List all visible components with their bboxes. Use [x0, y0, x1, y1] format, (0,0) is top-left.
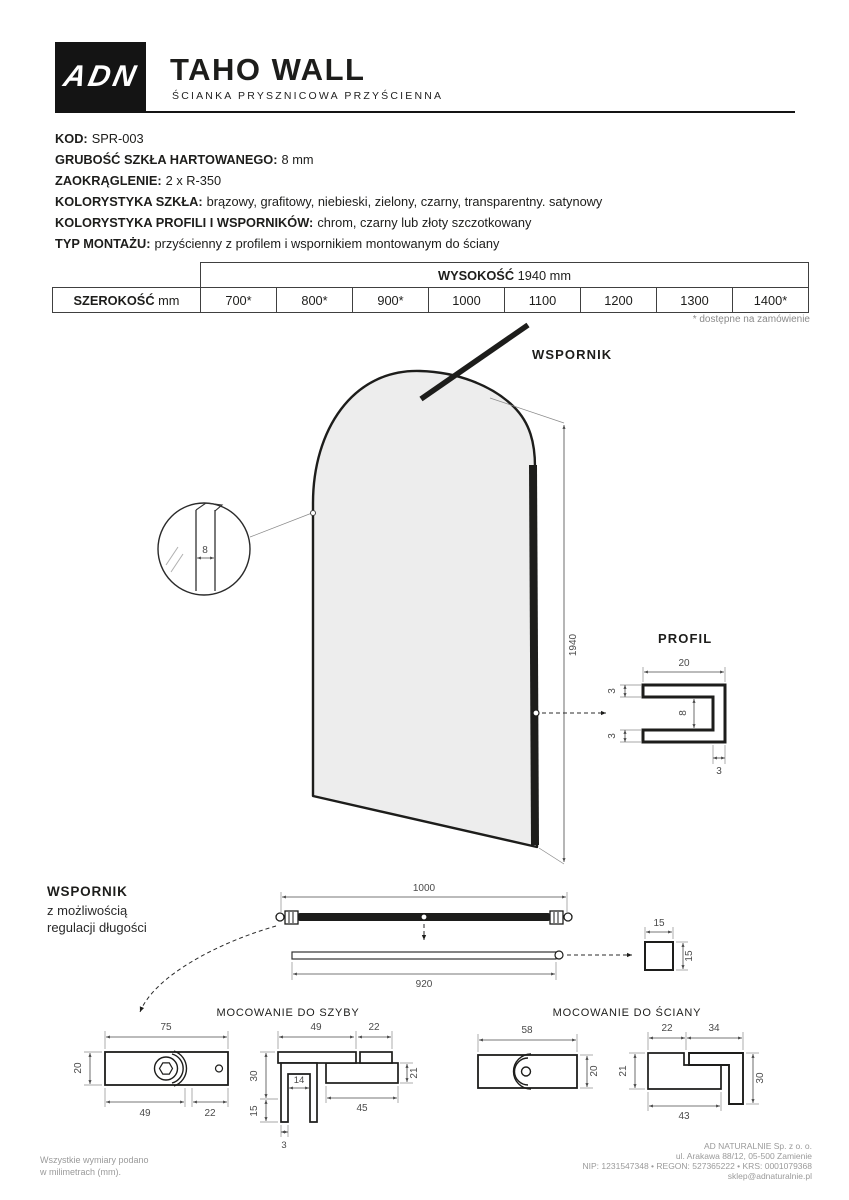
footer-note-line2: w milimetrach (mm). — [40, 1166, 121, 1177]
width-option: 700* — [201, 288, 277, 313]
width-unit: mm — [158, 292, 180, 308]
spec-value: brązowy, grafitowy, niebieski, zielony, czarny, transparentny. satynowy — [206, 194, 603, 209]
spec-label: KOLORYSTYKA PROFILI I WSPORNIKÓW: — [55, 215, 314, 230]
clamp-dim-arm-h: 21 — [409, 1067, 420, 1079]
wall-profile-dim-t2: 34 — [708, 1023, 720, 1034]
clamp-dim-t1: 49 — [310, 1022, 322, 1033]
wall-plate-dim-w: 58 — [521, 1025, 533, 1036]
wall-mount-plate — [478, 1025, 600, 1089]
wall-profile-dim-b: 43 — [678, 1111, 690, 1122]
glass-thickness-text: 8 — [202, 545, 208, 556]
plate-dim-b2: 22 — [204, 1108, 216, 1119]
plate-dim-h: 20 — [73, 1062, 84, 1074]
spec-label: ZAOKRĄGLENIE: — [55, 173, 162, 188]
width-option: 1200 — [581, 288, 657, 313]
profil-title: PROFIL — [658, 631, 713, 646]
spec-kolor-profili — [55, 212, 602, 233]
wall-plate-dim-h: 20 — [589, 1065, 600, 1077]
glass-thickness-detail — [158, 503, 316, 595]
width-option: 800* — [277, 288, 353, 313]
spec-value: przyścienny z profilem i wspornikiem montowanym do ściany — [154, 236, 500, 251]
spec-kod — [55, 128, 602, 149]
bracket-length-inner: 920 — [415, 979, 433, 990]
clamp-dim-t2: 22 — [368, 1022, 380, 1033]
height-label: WYSOKOŚĆ — [438, 267, 515, 283]
wall-mount-title: MOCOWANIE DO ŚCIANY — [552, 1007, 702, 1019]
clamp-dim-arm: 45 — [356, 1103, 368, 1114]
bracket-bar-outer — [276, 883, 572, 940]
wall-mount-profile — [618, 1023, 766, 1122]
wall-profile-dim-r: 30 — [755, 1072, 766, 1084]
footer-address: ul. Arakawa 88/12, 05-500 Zamienie — [675, 1151, 812, 1161]
profil-drawing — [607, 631, 725, 777]
main-diagram — [0, 315, 849, 890]
bracket-square-section — [645, 918, 695, 970]
spec-value: SPR-003 — [91, 131, 144, 146]
spec-grubosc — [55, 149, 602, 170]
spec-label: KOLORYSTYKA SZKŁA: — [55, 194, 203, 209]
height-value: 1940 mm — [517, 267, 571, 283]
spec-zaokraglenie — [55, 170, 602, 191]
footer-registration-ids: NIP: 1231547348 • REGON: 527365222 • KRS: 0001079368 — [582, 1161, 812, 1171]
spec-value: 8 mm — [281, 152, 314, 167]
spec-label: KOD: — [55, 131, 88, 146]
leader-curve — [140, 926, 276, 1012]
clamp-dim-l2: 15 — [249, 1105, 260, 1117]
size-table-spacer — [53, 263, 201, 288]
square-dim-h: 15 — [684, 950, 695, 962]
footer-note — [40, 1155, 149, 1178]
size-table-height-header — [201, 263, 809, 288]
wall-profile-dim-l: 21 — [618, 1065, 629, 1077]
page-title: TAHO WALL — [170, 52, 366, 87]
square-profile — [645, 942, 673, 970]
footer-company-block — [392, 1141, 812, 1181]
clamp-dim-l1: 30 — [249, 1070, 260, 1082]
footer-company: AD NATURALNIE Sp. z o. o. — [703, 1141, 812, 1151]
glass-panel-drawing — [313, 325, 612, 847]
table-footnote: * dostępne na zamówienie — [692, 314, 810, 325]
size-table — [52, 262, 809, 313]
profil-dim-width: 20 — [678, 658, 690, 669]
square-dim-w: 15 — [653, 918, 665, 929]
glass-panel — [313, 371, 537, 847]
width-option: 900* — [353, 288, 429, 313]
width-option: 1000 — [429, 288, 505, 313]
brand-logo — [55, 42, 146, 112]
profile-pointer — [533, 710, 606, 716]
spec-value: chrom, czarny lub złoty szczotkowany — [317, 215, 532, 230]
spec-value: 2 x R-350 — [165, 173, 222, 188]
bracket-section-sub2: regulacji długości — [47, 920, 147, 935]
profil-dim-slot: 8 — [678, 710, 689, 716]
glass-mount-plate — [73, 1022, 228, 1119]
spec-montaz — [55, 233, 602, 254]
footer-email: sklep@adnaturalnie.pl — [727, 1171, 812, 1181]
width-option: 1300 — [657, 288, 733, 313]
bracket-section-title: WSPORNIK — [47, 884, 128, 899]
profil-dim-wall: 3 — [716, 766, 722, 777]
glass-mount-clamp — [249, 1022, 420, 1151]
clamp-dim-gap: 14 — [293, 1075, 305, 1086]
width-option: 1100 — [505, 288, 581, 313]
product-specs — [55, 128, 602, 254]
profil-dim-flange-top: 3 — [607, 688, 618, 694]
header-divider — [55, 111, 795, 113]
width-option: 1400* — [733, 288, 809, 313]
glass-mount-title: MOCOWANIE DO SZYBY — [216, 1007, 360, 1019]
bracket-length-max: 1000 — [412, 883, 436, 894]
wall-profile-dim-t1: 22 — [661, 1023, 673, 1034]
bracket-bar-inner — [292, 951, 632, 990]
clamp-dim-prong: 3 — [281, 1140, 287, 1151]
page-subtitle: ŚCIANKA PRYSZNICOWA PRZYŚCIENNA — [172, 90, 444, 102]
spec-kolor-szkla — [55, 191, 602, 212]
bracket-label: WSPORNIK — [532, 347, 613, 362]
height-dim-text: 1940 — [568, 633, 579, 657]
plate-dim-b1: 49 — [139, 1108, 151, 1119]
size-table-width-header — [53, 288, 201, 313]
footer-note-line1: Wszystkie wymiary podano — [40, 1155, 149, 1165]
brand-logo-text: ADN — [60, 60, 142, 93]
width-label: SZEROKOŚĆ — [73, 292, 155, 308]
spec-label: TYP MONTAŻU: — [55, 236, 151, 251]
profil-dim-flange-bottom: 3 — [607, 733, 618, 739]
bracket-section-sub1: z możliwością — [47, 903, 128, 918]
plate-dim-w: 75 — [160, 1022, 172, 1033]
spec-label: GRUBOŚĆ SZKŁA HARTOWANEGO: — [55, 152, 278, 167]
bracket-diagram — [0, 880, 849, 1152]
